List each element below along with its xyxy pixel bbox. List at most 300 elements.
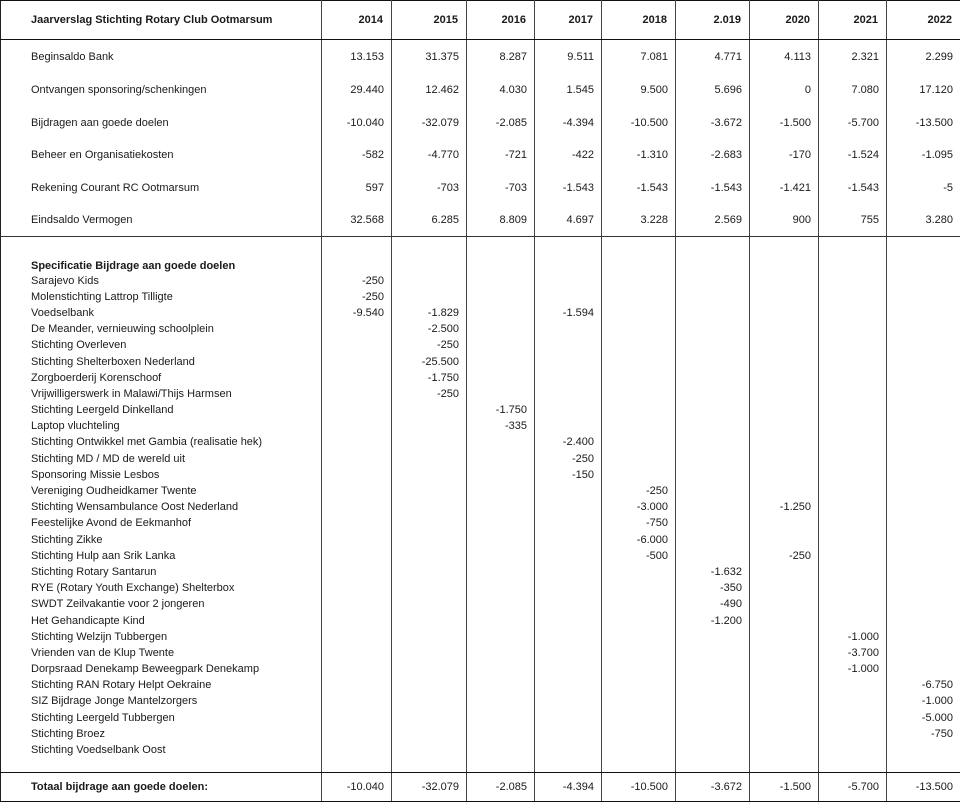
cell-value: -1.543	[819, 172, 887, 205]
cell-value: -250	[392, 338, 467, 354]
cell-value	[535, 354, 602, 370]
cell-value	[467, 354, 535, 370]
cell-value	[676, 305, 750, 321]
cell-value	[322, 564, 392, 580]
cell-value: -3.700	[819, 645, 887, 661]
cell-value	[535, 483, 602, 499]
cell-value	[819, 273, 887, 289]
cell-value	[750, 613, 819, 629]
cell-value	[322, 662, 392, 678]
cell-value	[676, 419, 750, 435]
cell-value: 9.500	[602, 74, 676, 107]
cell-value	[392, 289, 467, 305]
cell-value	[602, 419, 676, 435]
cell-value	[392, 237, 467, 259]
cell-value	[819, 483, 887, 499]
cell-value	[602, 386, 676, 402]
cell-value: -5.700	[819, 772, 887, 801]
cell-value: 29.440	[322, 74, 392, 107]
cell-value	[750, 258, 819, 273]
cell-value: -1.524	[819, 139, 887, 172]
cell-value	[887, 662, 960, 678]
cell-value	[676, 516, 750, 532]
cell-value: -10.500	[602, 772, 676, 801]
cell-value	[750, 386, 819, 402]
cell-value	[535, 597, 602, 613]
summary-row	[1, 74, 960, 107]
row-label: Het Gehandicapte Kind	[1, 613, 322, 629]
cell-value	[819, 305, 887, 321]
cell-value	[535, 386, 602, 402]
cell-value	[887, 322, 960, 338]
cell-value: -1.310	[602, 139, 676, 172]
cell-value: 4.697	[535, 204, 602, 237]
cell-value	[819, 370, 887, 386]
specification-row	[1, 322, 960, 338]
row-label: Eindsaldo Vermogen	[1, 204, 322, 237]
row-label: Beginsaldo Bank	[1, 40, 322, 75]
cell-value	[750, 289, 819, 305]
cell-value	[819, 419, 887, 435]
cell-value	[602, 759, 676, 773]
specification-row	[1, 613, 960, 629]
cell-value	[819, 581, 887, 597]
cell-value	[602, 338, 676, 354]
cell-value	[392, 597, 467, 613]
cell-value	[602, 581, 676, 597]
row-label	[1, 759, 322, 773]
cell-value	[676, 483, 750, 499]
cell-value: -13.500	[887, 107, 960, 140]
cell-value: -2.400	[535, 435, 602, 451]
cell-value	[467, 548, 535, 564]
cell-value	[676, 678, 750, 694]
cell-value	[467, 435, 535, 451]
cell-value	[750, 516, 819, 532]
cell-value: -250	[392, 386, 467, 402]
cell-value	[392, 532, 467, 548]
cell-value	[887, 613, 960, 629]
cell-value	[819, 258, 887, 273]
cell-value	[467, 289, 535, 305]
specification-row	[1, 548, 960, 564]
cell-value: 2.569	[676, 204, 750, 237]
cell-value: -1.543	[535, 172, 602, 205]
row-label: Specificatie Bijdrage aan goede doelen	[1, 258, 322, 273]
cell-value	[392, 548, 467, 564]
row-label: Laptop vluchteling	[1, 419, 322, 435]
cell-value	[322, 483, 392, 499]
cell-value	[819, 532, 887, 548]
specification-row	[1, 354, 960, 370]
cell-value	[535, 500, 602, 516]
cell-value	[535, 710, 602, 726]
cell-value	[467, 597, 535, 613]
cell-value	[535, 645, 602, 661]
specification-row	[1, 500, 960, 516]
cell-value	[467, 305, 535, 321]
specification-row	[1, 419, 960, 435]
year-header: 2.019	[676, 1, 750, 40]
cell-value	[392, 516, 467, 532]
cell-value	[676, 467, 750, 483]
cell-value	[750, 581, 819, 597]
specification-row	[1, 403, 960, 419]
cell-value	[750, 759, 819, 773]
row-label	[1, 237, 322, 259]
cell-value	[676, 237, 750, 259]
summary-row	[1, 139, 960, 172]
cell-value	[322, 338, 392, 354]
row-label: Vrijwilligerswerk in Malawi/Thijs Harmsen	[1, 386, 322, 402]
cell-value	[602, 613, 676, 629]
cell-value: -422	[535, 139, 602, 172]
row-label: Zorgboerderij Korenschoof	[1, 370, 322, 386]
cell-value: -25.500	[392, 354, 467, 370]
cell-value	[750, 662, 819, 678]
cell-value	[750, 726, 819, 742]
cell-value	[602, 403, 676, 419]
row-label: Sarajevo Kids	[1, 273, 322, 289]
cell-value	[535, 759, 602, 773]
cell-value: 4.030	[467, 74, 535, 107]
row-label: Vereniging Oudheidkamer Twente	[1, 483, 322, 499]
cell-value	[392, 694, 467, 710]
cell-value: -1.500	[750, 107, 819, 140]
cell-value	[467, 338, 535, 354]
cell-value: 4.113	[750, 40, 819, 75]
cell-value: -150	[535, 467, 602, 483]
cell-value	[676, 451, 750, 467]
specification-row	[1, 564, 960, 580]
specification-row	[1, 742, 960, 758]
cell-value	[392, 483, 467, 499]
spacer-row	[1, 237, 960, 259]
cell-value: -335	[467, 419, 535, 435]
year-header: 2021	[819, 1, 887, 40]
summary-row	[1, 204, 960, 237]
cell-value	[887, 564, 960, 580]
cell-value	[887, 354, 960, 370]
specification-row	[1, 386, 960, 402]
cell-value	[819, 237, 887, 259]
cell-value	[392, 662, 467, 678]
cell-value	[887, 483, 960, 499]
specification-row	[1, 597, 960, 613]
cell-value	[467, 742, 535, 758]
cell-value	[602, 435, 676, 451]
cell-value	[467, 613, 535, 629]
cell-value	[887, 273, 960, 289]
cell-value	[676, 532, 750, 548]
cell-value	[467, 629, 535, 645]
cell-value	[750, 435, 819, 451]
header-row	[1, 1, 960, 40]
cell-value	[750, 694, 819, 710]
cell-value	[322, 451, 392, 467]
cell-value	[322, 726, 392, 742]
cell-value	[322, 694, 392, 710]
cell-value	[602, 305, 676, 321]
year-header: 2020	[750, 1, 819, 40]
cell-value	[467, 237, 535, 259]
cell-value: 8.809	[467, 204, 535, 237]
cell-value	[887, 419, 960, 435]
cell-value	[602, 726, 676, 742]
specification-row	[1, 678, 960, 694]
cell-value	[676, 710, 750, 726]
cell-value	[887, 237, 960, 259]
cell-value	[602, 564, 676, 580]
cell-value	[392, 581, 467, 597]
row-label: De Meander, vernieuwing schoolplein	[1, 322, 322, 338]
cell-value	[819, 678, 887, 694]
cell-value	[750, 467, 819, 483]
cell-value	[602, 273, 676, 289]
cell-value: -1.500	[750, 772, 819, 801]
cell-value: 3.228	[602, 204, 676, 237]
cell-value	[676, 662, 750, 678]
cell-value	[467, 451, 535, 467]
cell-value	[676, 645, 750, 661]
cell-value	[467, 694, 535, 710]
cell-value	[322, 548, 392, 564]
cell-value	[322, 629, 392, 645]
cell-value	[819, 726, 887, 742]
spacer-row	[1, 759, 960, 773]
cell-value	[750, 338, 819, 354]
cell-value	[535, 419, 602, 435]
cell-value	[535, 289, 602, 305]
cell-value	[602, 354, 676, 370]
cell-value: -250	[322, 273, 392, 289]
specification-row	[1, 516, 960, 532]
cell-value: -703	[467, 172, 535, 205]
cell-value	[535, 237, 602, 259]
cell-value	[602, 289, 676, 305]
cell-value	[467, 662, 535, 678]
cell-value	[535, 258, 602, 273]
cell-value	[750, 710, 819, 726]
cell-value	[887, 516, 960, 532]
cell-value	[392, 678, 467, 694]
cell-value	[887, 581, 960, 597]
cell-value: -5.000	[887, 710, 960, 726]
cell-value: -10.500	[602, 107, 676, 140]
cell-value: -750	[602, 516, 676, 532]
cell-value: -703	[392, 172, 467, 205]
cell-value	[676, 435, 750, 451]
cell-value	[750, 564, 819, 580]
report-title: Jaarverslag Stichting Rotary Club Ootmarsum	[1, 1, 322, 40]
cell-value	[467, 759, 535, 773]
cell-value	[535, 742, 602, 758]
cell-value: -3.000	[602, 500, 676, 516]
cell-value	[602, 258, 676, 273]
cell-value: -250	[750, 548, 819, 564]
cell-value: 0	[750, 74, 819, 107]
summary-row	[1, 107, 960, 140]
cell-value: 2.299	[887, 40, 960, 75]
cell-value	[676, 322, 750, 338]
cell-value	[322, 354, 392, 370]
cell-value: 597	[322, 172, 392, 205]
specification-row	[1, 629, 960, 645]
cell-value: -170	[750, 139, 819, 172]
cell-value: -10.040	[322, 772, 392, 801]
cell-value: -3.672	[676, 772, 750, 801]
cell-value	[535, 726, 602, 742]
cell-value	[887, 759, 960, 773]
cell-value	[322, 532, 392, 548]
cell-value	[392, 435, 467, 451]
cell-value	[819, 516, 887, 532]
cell-value: 4.771	[676, 40, 750, 75]
cell-value	[750, 237, 819, 259]
cell-value	[322, 581, 392, 597]
cell-value	[392, 467, 467, 483]
cell-value	[322, 386, 392, 402]
cell-value	[392, 273, 467, 289]
cell-value	[887, 532, 960, 548]
cell-value	[819, 710, 887, 726]
year-header: 2016	[467, 1, 535, 40]
cell-value	[602, 451, 676, 467]
year-header: 2015	[392, 1, 467, 40]
cell-value	[467, 710, 535, 726]
cell-value: -1.594	[535, 305, 602, 321]
cell-value	[676, 258, 750, 273]
cell-value: -1.632	[676, 564, 750, 580]
cell-value: -1.750	[467, 403, 535, 419]
cell-value	[887, 451, 960, 467]
cell-value	[322, 467, 392, 483]
cell-value: -4.394	[535, 772, 602, 801]
cell-value	[676, 629, 750, 645]
row-label: Molenstichting Lattrop Tilligte	[1, 289, 322, 305]
cell-value: -250	[322, 289, 392, 305]
row-label: Ontvangen sponsoring/schenkingen	[1, 74, 322, 107]
cell-value	[819, 435, 887, 451]
row-label: Stichting Ontwikkel met Gambia (realisatie hek)	[1, 435, 322, 451]
cell-value	[819, 694, 887, 710]
cell-value	[535, 564, 602, 580]
cell-value	[535, 678, 602, 694]
cell-value	[392, 419, 467, 435]
cell-value: -1.000	[819, 629, 887, 645]
cell-value	[322, 742, 392, 758]
cell-value	[467, 645, 535, 661]
cell-value: -1.250	[750, 500, 819, 516]
specification-row	[1, 694, 960, 710]
cell-value	[322, 710, 392, 726]
cell-value	[322, 435, 392, 451]
specification-row	[1, 467, 960, 483]
cell-value	[750, 483, 819, 499]
cell-value	[676, 338, 750, 354]
row-label: RYE (Rotary Youth Exchange) Shelterbox	[1, 581, 322, 597]
cell-value: 17.120	[887, 74, 960, 107]
cell-value	[819, 613, 887, 629]
cell-value	[676, 726, 750, 742]
cell-value	[887, 258, 960, 273]
cell-value	[535, 629, 602, 645]
cell-value	[535, 694, 602, 710]
cell-value: -5	[887, 172, 960, 205]
cell-value	[322, 370, 392, 386]
row-label: Beheer en Organisatiekosten	[1, 139, 322, 172]
row-label: Dorpsraad Denekamp Beweegpark Denekamp	[1, 662, 322, 678]
cell-value: -10.040	[322, 107, 392, 140]
specification-row	[1, 581, 960, 597]
cell-value	[322, 597, 392, 613]
cell-value	[392, 403, 467, 419]
cell-value	[676, 694, 750, 710]
cell-value: 13.153	[322, 40, 392, 75]
cell-value	[819, 548, 887, 564]
specification-row	[1, 435, 960, 451]
cell-value	[535, 613, 602, 629]
cell-value	[602, 694, 676, 710]
cell-value	[392, 759, 467, 773]
cell-value: -250	[535, 451, 602, 467]
cell-value: -721	[467, 139, 535, 172]
cell-value: -2.085	[467, 107, 535, 140]
cell-value: 8.287	[467, 40, 535, 75]
cell-value	[819, 386, 887, 402]
cell-value	[676, 354, 750, 370]
cell-value	[887, 338, 960, 354]
cell-value: -6.000	[602, 532, 676, 548]
specification-title-row	[1, 258, 960, 273]
cell-value	[322, 419, 392, 435]
cell-value	[392, 258, 467, 273]
row-label: Voedselbank	[1, 305, 322, 321]
specification-row	[1, 645, 960, 661]
cell-value	[887, 597, 960, 613]
cell-value	[887, 370, 960, 386]
cell-value	[676, 500, 750, 516]
row-label: Rekening Courant RC Ootmarsum	[1, 172, 322, 205]
specification-row	[1, 532, 960, 548]
cell-value	[602, 710, 676, 726]
row-label: SWDT Zeilvakantie voor 2 jongeren	[1, 597, 322, 613]
row-label: Stichting Leergeld Dinkelland	[1, 403, 322, 419]
cell-value	[676, 759, 750, 773]
cell-value: -2.500	[392, 322, 467, 338]
specification-row	[1, 483, 960, 499]
cell-value	[819, 403, 887, 419]
cell-value	[467, 483, 535, 499]
cell-value	[535, 322, 602, 338]
cell-value	[322, 258, 392, 273]
cell-value: -6.750	[887, 678, 960, 694]
cell-value: -2.085	[467, 772, 535, 801]
row-label: Stichting Welzijn Tubbergen	[1, 629, 322, 645]
cell-value	[467, 564, 535, 580]
row-label: Stichting MD / MD de wereld uit	[1, 451, 322, 467]
year-header: 2018	[602, 1, 676, 40]
cell-value	[467, 258, 535, 273]
table-body	[1, 1, 960, 802]
specification-row	[1, 662, 960, 678]
row-label: Stichting Shelterboxen Nederland	[1, 354, 322, 370]
cell-value	[750, 678, 819, 694]
cell-value	[750, 451, 819, 467]
cell-value: 31.375	[392, 40, 467, 75]
row-label: Stichting RAN Rotary Helpt Oekraine	[1, 678, 322, 694]
cell-value: -1.200	[676, 613, 750, 629]
